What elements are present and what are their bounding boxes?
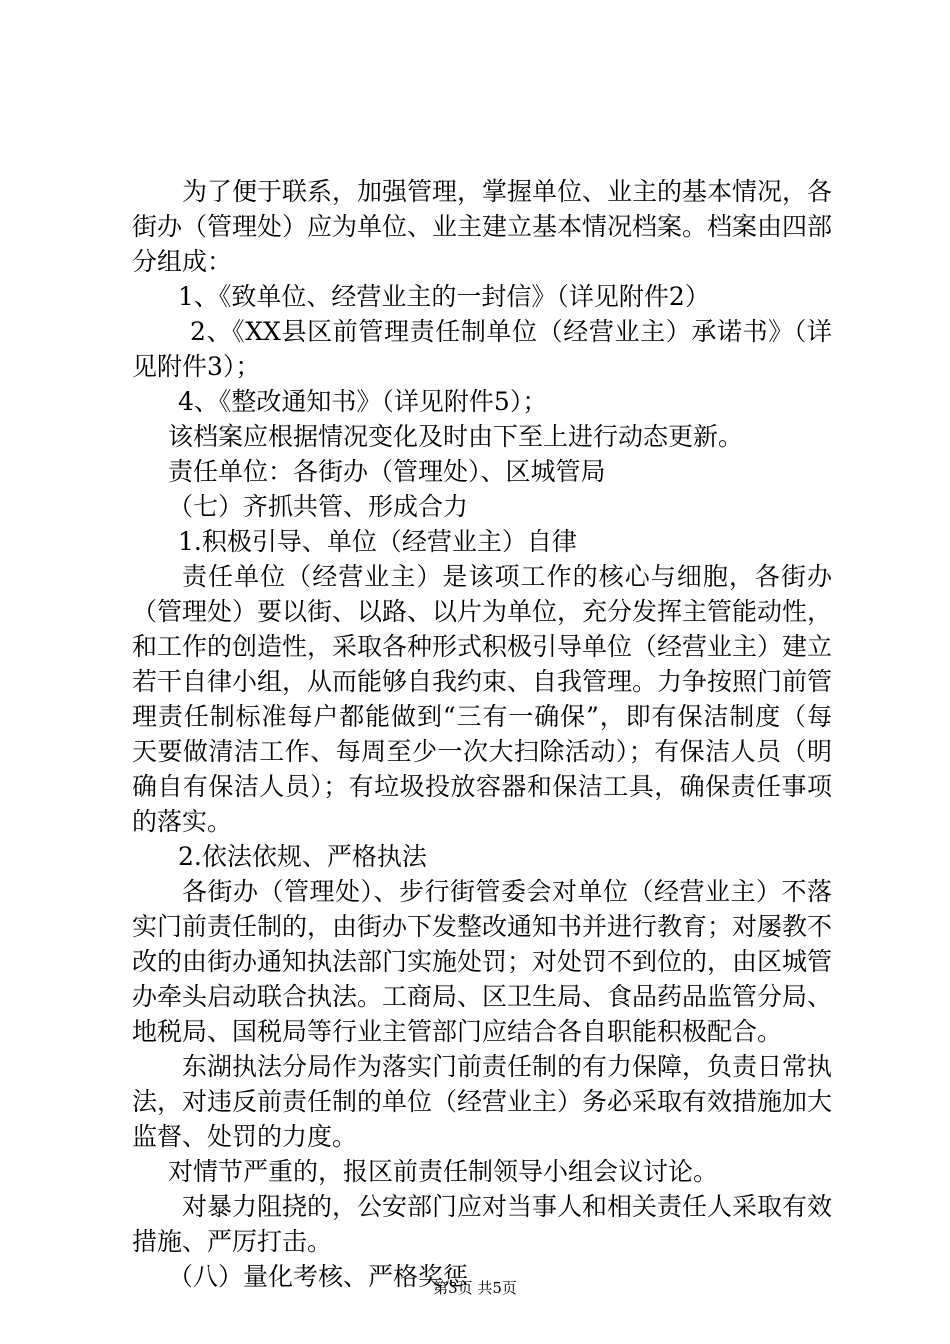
paragraph-self-discipline: 责任单位（经营业主）是该项工作的核心与细胞，各街办（管理处）要以街、以路、以片为单位，充分发挥主管能动性，和工作的创造性，采取各种形式积极引导单位（经营业主）建立若干自律小组，从而能够自我约束、自我管理。力争按照门前管理责任制标准每户都能做到“三有一确保”，即有保洁制度（每天要做清洁工作、每周至少一次大扫除活动）；有保洁人员（明确自有保洁人员）；有垃圾投放容器和保洁工具，确保责任事项的落实。 <box>132 562 833 836</box>
list-item-rectification: 4、《整改通知书》（详见附件5）； <box>178 387 548 416</box>
paragraph-archive-intro: 为了便于联系，加强管理，掌握单位、业主的基本情况，各街办（管理处）应为单位、业主建立基本情况档案。档案由四部分组成： <box>132 177 833 276</box>
subheading-law-enforcement: 2.依法依规、严格执法 <box>178 842 427 871</box>
document-body <box>132 174 832 1294</box>
list-item-letter: 1、《致单位、经营业主的一封信》（详见附件2） <box>178 282 710 311</box>
subheading-self-discipline: 1.积极引导、单位（经营业主）自律 <box>178 527 577 556</box>
paragraph-law-enforcement: 各街办（管理处）、步行街管委会对单位（经营业主）不落实门前责任制的，由街办下发整改通知书并进行教育；对屡教不改的由街办通知执法部门实施处罚；对处罚不到位的，由区城管办牵头启动联合执法。工商局、区卫生局、食品药品监管分局、地税局、国税局等行业主管部门应结合各自职能积极配合。 <box>132 877 833 1046</box>
paragraph-donghu-branch: 东湖执法分局作为落实门前责任制的有力保障，负责日常执法，对违反前责任制的单位（经营业主）务必采取有效措施加大监督、处罚的力度。 <box>132 1052 833 1151</box>
paragraph-update: 该档案应根据情况变化及时由下至上进行动态更新。 <box>168 422 744 451</box>
list-item-commitment: 2、《XX县区前管理责任制单位（经营业主）承诺书》（详见附件3）； <box>132 317 832 381</box>
paragraph-violent-obstruction: 对暴力阻挠的，公安部门应对当事人和相关责任人采取有效措施、严厉打击。 <box>132 1192 833 1256</box>
paragraph-serious-cases: 对情节严重的，报区前责任制领导小组会议讨论。 <box>168 1157 719 1186</box>
section-heading-seven: （七）齐抓共管、形成合力 <box>168 492 469 521</box>
paragraph-responsible-units: 责任单位：各街办（管理处）、区城管局 <box>168 457 606 486</box>
page-number-footer: 第3页 共5页 <box>433 1279 517 1297</box>
section-heading-eight: （八）量化考核、严格奖惩 <box>168 1262 469 1291</box>
